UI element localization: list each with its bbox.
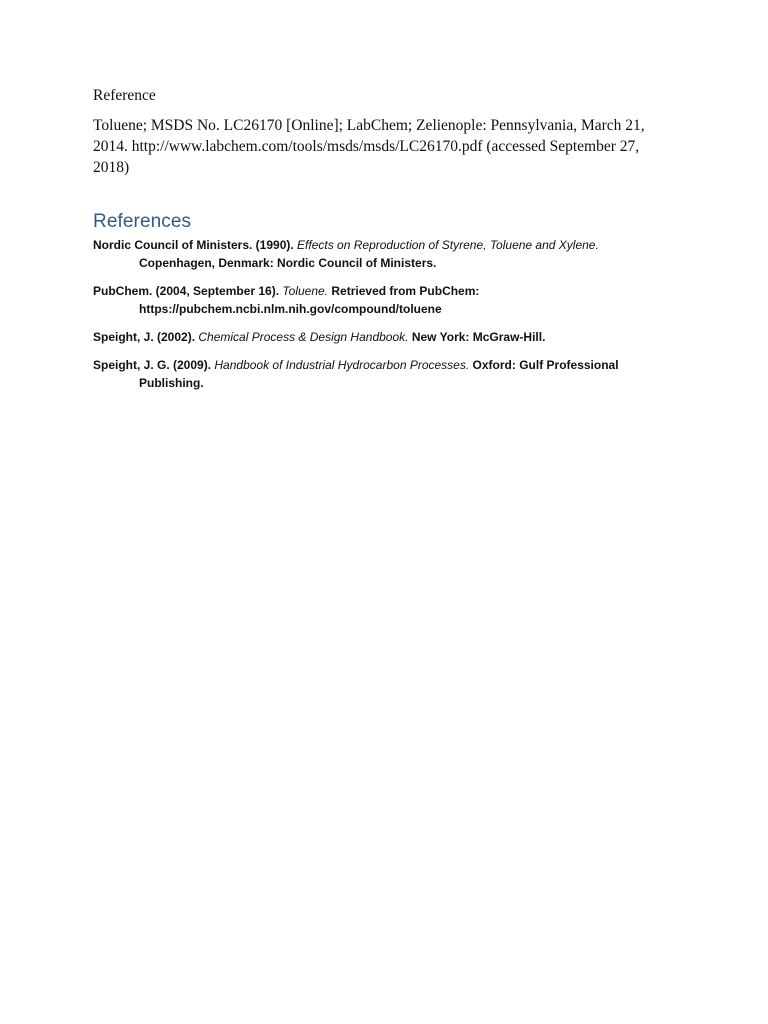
reference-title: Chemical Process & Design Handbook. [198,330,409,344]
reference-entry [93,282,653,318]
references-heading: References [93,211,192,232]
reference-publisher: New York: McGraw-Hill. [411,330,546,344]
reference-title: Handbook of Industrial Hydrocarbon Processes. [214,358,470,372]
reference-title: Effects on Reproduction of Styrene, Toluene and Xylene. [297,238,599,252]
reference-publisher: Copenhagen, Denmark: Nordic Council of Ministers. [139,256,437,270]
reference-entry [93,328,653,346]
reference-author-date: Nordic Council of Ministers. (1990). [93,238,294,252]
reference-label: Reference [93,87,156,104]
reference-author-date: Speight, J. G. (2009). [93,358,212,372]
reference-title: Toluene. [282,284,329,298]
references-list [93,236,653,402]
reference-entry [93,356,653,392]
reference-author-date: PubChem. (2004, September 16). [93,284,280,298]
reference-publisher: Oxford: Gulf Professional Publishing. [139,358,619,390]
reference-publisher: Retrieved from PubChem: https://pubchem.ncbi.nlm.nih.gov/compound/toluene [139,284,480,316]
reference-author-date: Speight, J. (2002). [93,330,196,344]
msds-citation: Toluene; MSDS No. LC26170 [Online]; LabChem; Zelienople: Pennsylvania, March 21, 2014. http://www.labchem.com/tools/msds/msds/LC26170.pdf (accessed September 27, 2018) [93,117,645,176]
reference-entry [93,236,653,272]
